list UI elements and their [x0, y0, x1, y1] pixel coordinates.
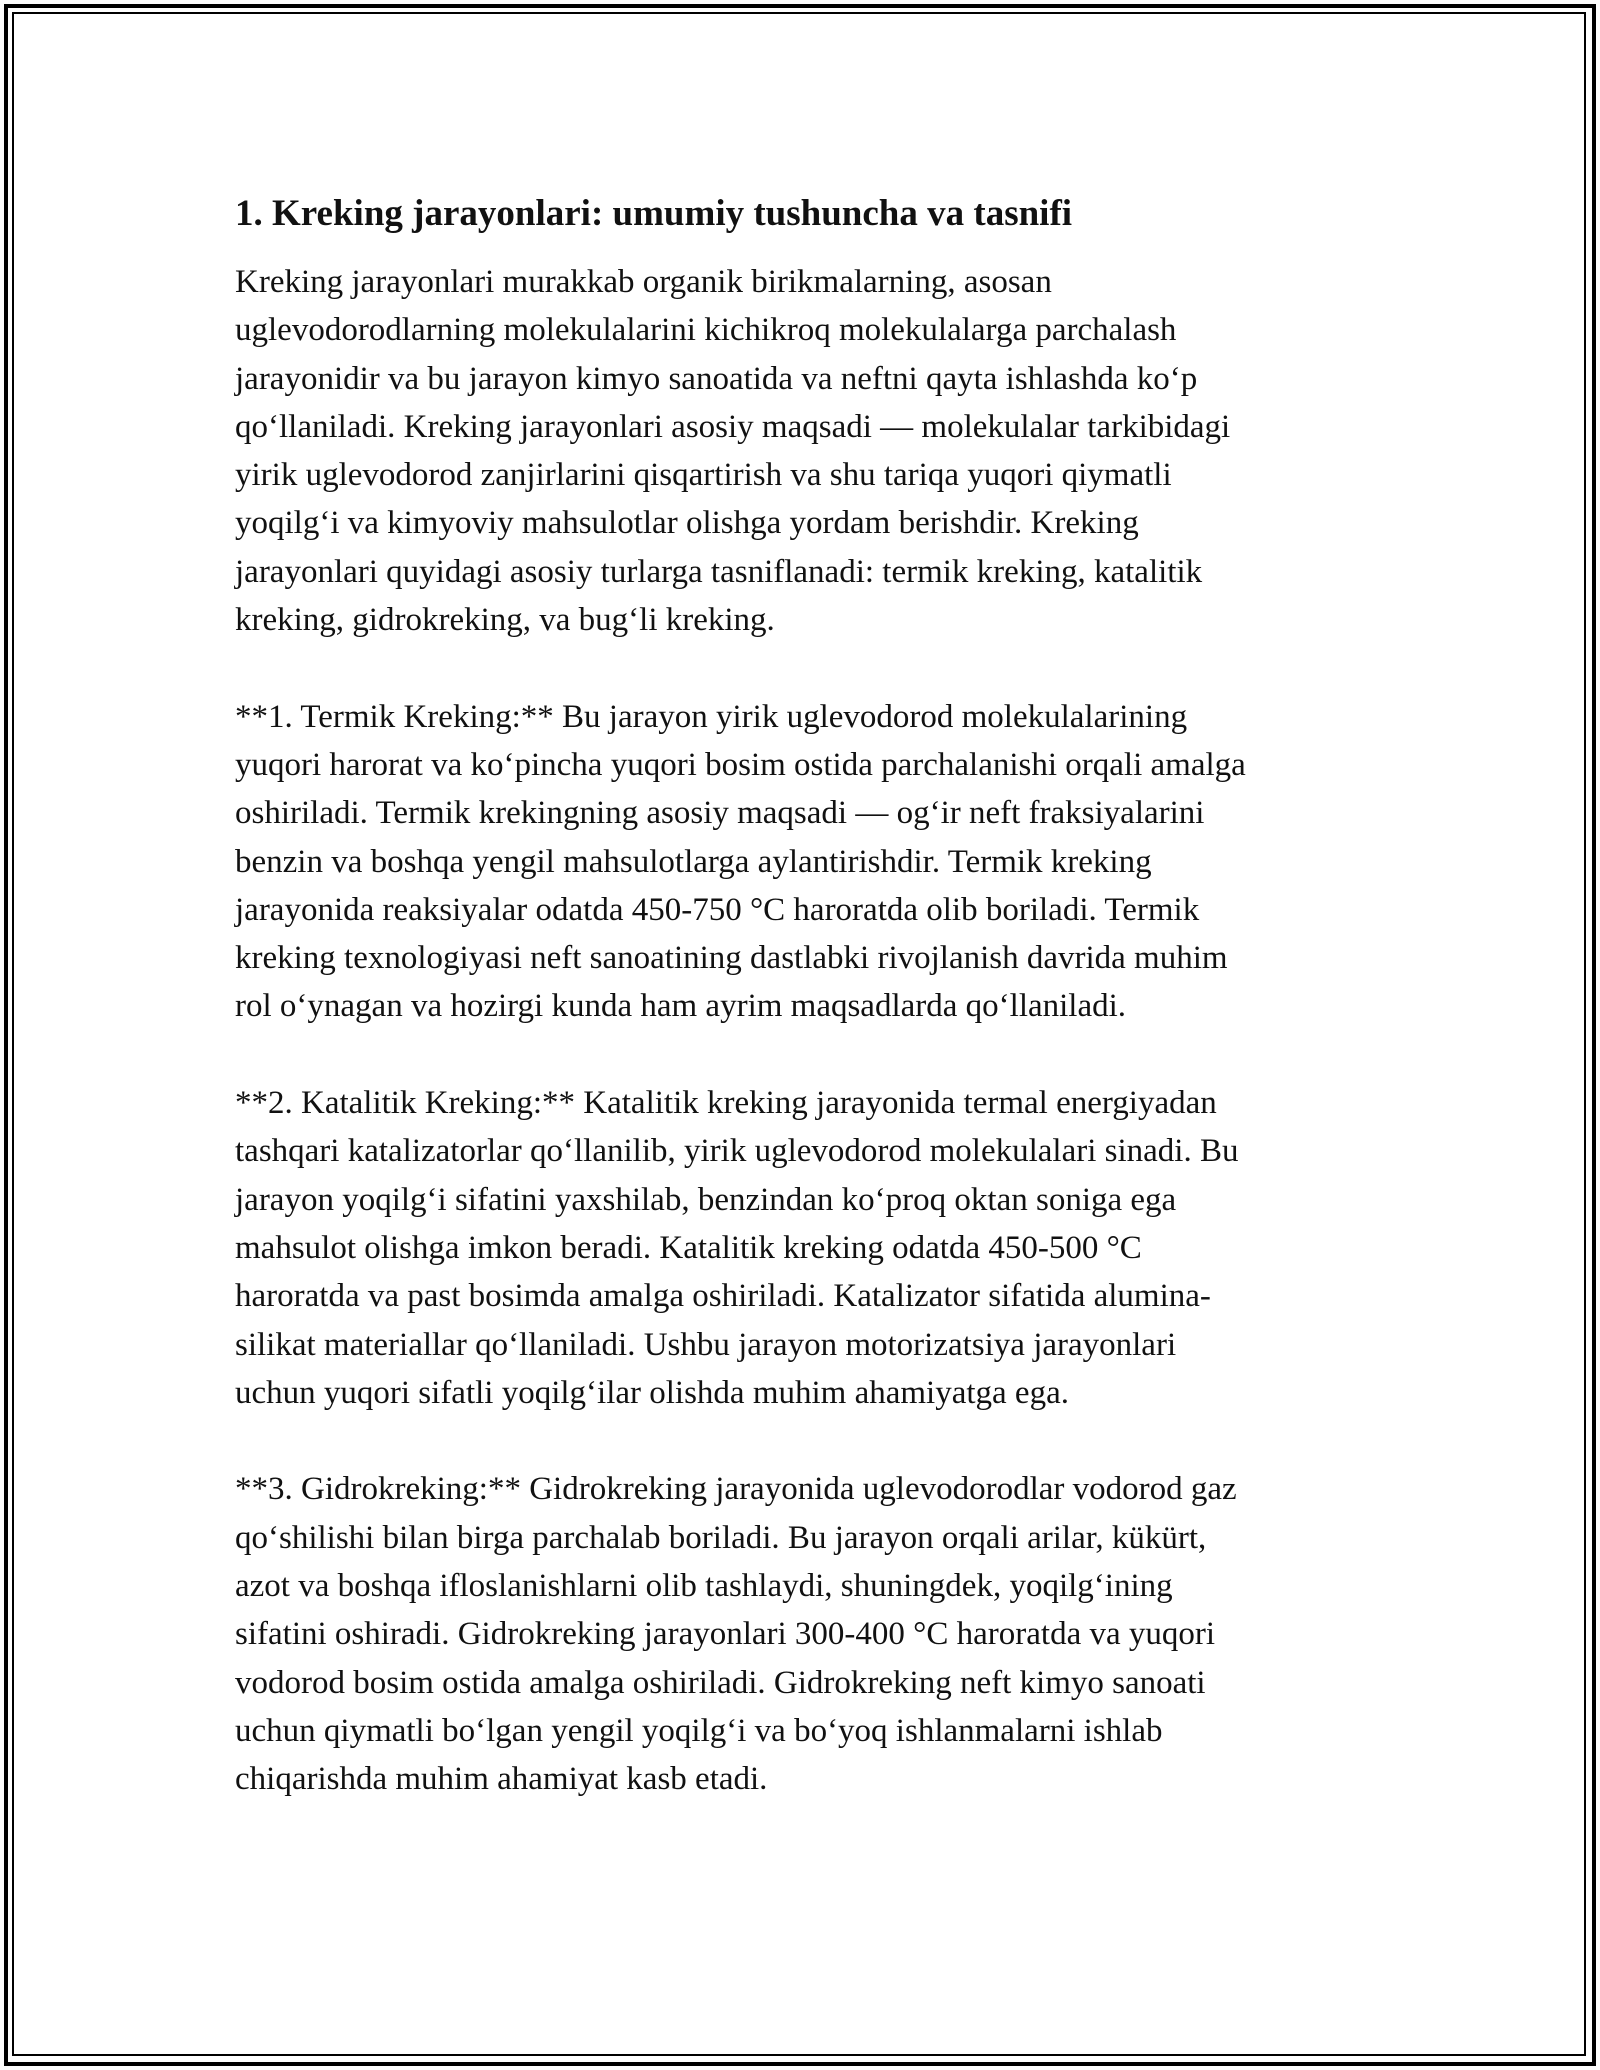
catalytic-cracking-paragraph: **2. Katalitik Kreking:** Katalitik kreking jarayonida termal energiyadan tashqari katalizatorlar qo‘llanilib, yirik uglevodorod molekulalari sinadi. Bu jarayon yoqilg‘i sifatini yaxshilab, benzindan ko‘proq oktan soniga ega mahsulot olishga imkon beradi. Katalitik kreking odatda 450-500 °C haroratda va past bosimda amalga oshiriladi. Katalizator sifatida alumina- silikat materiallar qo‘llaniladi. Ushbu jarayon motorizatsiya jarayonlari uchun yuqori sifatli yoqilg‘ilar olishda muhim ahamiyatga ega.: [235, 1085, 1239, 1411]
thermal-cracking-paragraph: **1. Termik Kreking:** Bu jarayon yirik uglevodorod molekulalarining yuqori harorat va ko‘pincha yuqori bosim ostida parchalanishi orqali amalga oshiriladi. Termik krekingning asosiy maqsadi — og‘ir neft fraksiyalarini benzin va boshqa yengil mahsulotlarga aylantirishdir. Termik kreking jarayonida reaksiyalar odatda 450-750 °C haroratda olib boriladi. Termik kreking texnologiyasi neft sanoatining dastlabki rivojlanish davrida muhim rol o‘ynagan va hozirgi kunda ham ayrim maqsadlarda qo‘llaniladi.: [235, 698, 1246, 1025]
section-heading: 1. Kreking jarayonlari: umumiy tushuncha va tasnifi: [235, 193, 1073, 234]
document-body: [235, 190, 1365, 1804]
hydrocracking-paragraph: **3. Gidrokreking:** Gidrokreking jarayonida uglevodorodlar vodorod gaz qo‘shilishi bilan birga parchalab boriladi. Bu jarayon orqali arilar, kükürt, azot va boshqa ifloslanishlarni olib tashlaydi, shuningdek, yoqilg‘ining sifatini oshiradi. Gidrokreking jarayonlari 300-400 °C haroratda va yuqori vodorod bosim ostida amalga oshiriladi. Gidrokreking neft kimyo sanoati uchun qiymatli bo‘lgan yengil yoqilg‘i va bo‘yoq ishlanmalarni ishlab chiqarishda muhim ahamiyat kasb etadi.: [235, 1471, 1237, 1798]
intro-paragraph: Kreking jarayonlari murakkab organik birikmalarning, asosan uglevodorodlarning molekulalarini kichikroq molekulalarga parchalash jarayonidir va bu jarayon kimyo sanoatida va neftni qayta ishlashda ko‘p qo‘llaniladi. Kreking jarayonlari asosiy maqsadi — molekulalar tarkibidagi yirik uglevodorod zanjirlarini qisqartirish va shu tariqa yuqori qiymatli yoqilg‘i va kimyoviy mahsulotlar olishga yordam berishdir. Kreking jarayonlari quyidagi asosiy turlarga tasniflanadi: termik kreking, katalitik kreking, gidrokreking, va bug‘li kreking.: [235, 264, 1231, 639]
